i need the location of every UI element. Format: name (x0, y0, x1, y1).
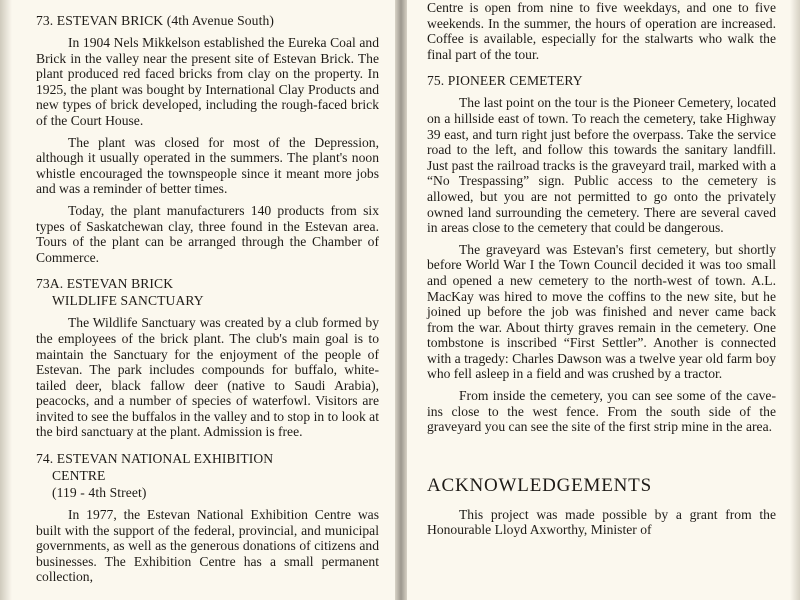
left-page (0, 0, 395, 600)
book-gutter (395, 0, 407, 600)
section-74-heading-line-2: CENTRE (52, 468, 106, 484)
section-73a-heading-line-2: WILDLIFE SANCTUARY (52, 293, 204, 309)
section-75-paragraph-1: The last point on the tour is the Pioneer Cemetery, located on a hillside east of town. To reach the cemetery, take Highway 39 east, and turn right just before the overpass. Take the service road to the left, and follow this towards the sanitary landfill. Just past the railroad tracks is the graveyard trail, marked with a “No Trespassing” sign. Public access to the cemetery is allowed, but you are not permitted to go onto the privately owned land surrounding the cemetery. There are several caved in areas close to the cemetery that could be dangerous. (427, 95, 776, 236)
page-edge-shadow (0, 0, 12, 600)
section-73-heading: 73. ESTEVAN BRICK (4th Avenue South) (36, 13, 274, 28)
page-edge-shadow (790, 0, 800, 600)
section-73a-paragraph-1: The Wildlife Sanctuary was created by a club formed by the employees of the brick plant. The club's main goal is to maintain the Sanctuary for the enjoyment of the people of Estevan. The park includes compounds for buffalo, white-tailed deer, black fallow deer (native to Saudi Arabia), peacocks, and a number of species of waterfowl. Visitors are invited to see the buffalos in the valley and to stop in to look at the bird sanctuary at the plant. Admission is free. (36, 315, 379, 440)
section-73-paragraph-3: Today, the plant manufacturers 140 products from six types of Saskatchewan clay, three found in the Estevan area. Tours of the plant can be arranged through the Chamber of Commerce. (36, 202, 379, 265)
section-74-heading-line-1: 74. ESTEVAN NATIONAL EXHIBITION (36, 451, 274, 467)
continued-paragraph: Centre is open from nine to five weekdays, and one to five weekends. In the summer, the hours of operation are increased. Coffee is available, especially for the stalwarts who walk the final part of the tour. (427, 0, 776, 62)
acknowledgements-heading: ACKNOWLEDGEMENTS (427, 474, 652, 496)
section-75-paragraph-3: From inside the cemetery, you can see some of the cave-ins close to the west fence. From the south side of the graveyard you can see the site of the first strip mine in the area. (427, 388, 776, 435)
section-73-paragraph-1: In 1904 Nels Mikkelson established the Eureka Coal and Brick in the valley near the present site of Estevan Brick. The plant produced red faced bricks from clay on the property. In 1925, the plant was bought by International Clay Products and new types of brick developed, including the rough-faced brick of the Court House. (36, 35, 379, 128)
acknowledgements-paragraph-1: This project was made possible by a grant from the Honourable Lloyd Axworthy, Minister of (427, 506, 776, 538)
section-73-paragraph-2: The plant was closed for most of the Depression, although it usually operated in the summers. The plant's noon whistle encouraged the townspeople since it meant more jobs and was a reminder of better times. (36, 134, 379, 197)
section-73a-heading-line-1: 73A. ESTEVAN BRICK (36, 276, 174, 292)
right-page (407, 0, 800, 600)
section-74-paragraph-1: In 1977, the Estevan National Exhibition Centre was built with the support of the federal, provincial, and municipal governments, as well as the generous donations of citizens and businesses. The Exhibition Centre has a small permanent collection, (36, 507, 379, 585)
section-75-heading: 75. PIONEER CEMETERY (427, 73, 583, 89)
section-74-address: (119 - 4th Street) (52, 485, 147, 501)
section-75-paragraph-2: The graveyard was Estevan's first cemetery, but shortly before World War I the Town Council decided it was too small and opened a new cemetery to the north-west of town. A.L. MacKay was hired to move the coffins to the new site, but he joined up before the job was finished and never came back from the war. About thirty graves remain in the cemetery. One tombstone is inscribed “First Settler”. Another is connected with a tragedy: Charles Dawson was a twelve year old farm boy who fell asleep in a field and was crushed by a tractor. (427, 241, 776, 382)
